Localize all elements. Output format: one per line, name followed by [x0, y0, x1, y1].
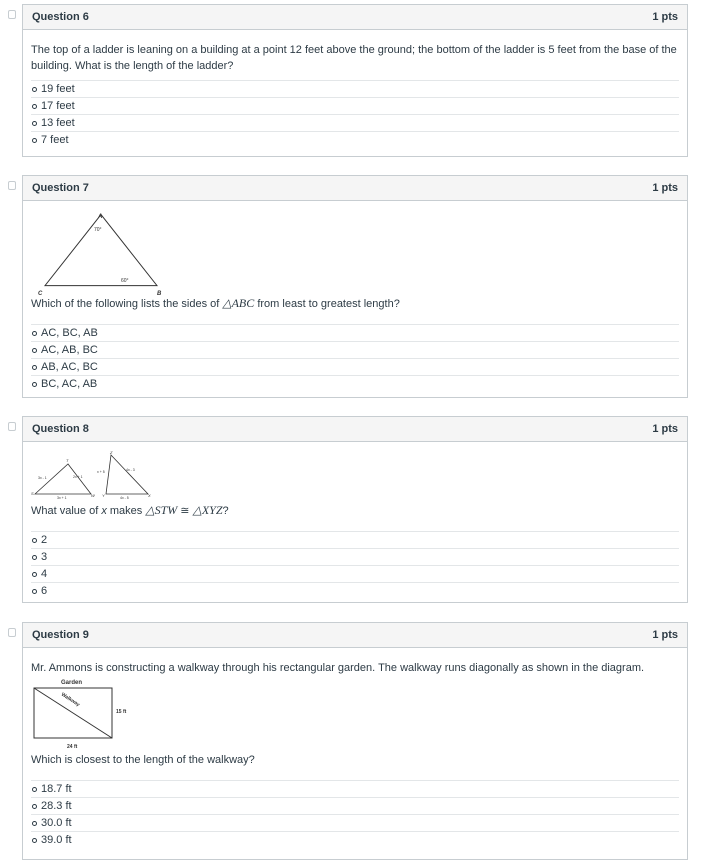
answer-option[interactable] [31, 814, 679, 831]
answer-label: 7 feet [41, 134, 69, 146]
answer-label: 13 feet [41, 117, 75, 129]
flag-question-icon[interactable] [8, 181, 16, 190]
radio-button[interactable] [32, 572, 37, 577]
angle-a-label: 70° [94, 227, 102, 233]
answer-label: AC, BC, AB [41, 327, 98, 339]
triangle-abc-figure [31, 209, 171, 297]
answer-label: AB, AC, BC [41, 361, 98, 373]
question-header [23, 5, 687, 30]
radio-button[interactable] [32, 538, 37, 543]
vertex-s-label: S [31, 491, 34, 496]
question-text-part: Which of the following lists the sides of [31, 298, 223, 310]
side-label: 3x + 1 [57, 496, 67, 500]
vertex-w-label: W [91, 493, 95, 498]
radio-button[interactable] [32, 331, 37, 336]
answer-option[interactable] [31, 797, 679, 814]
side-label: 2x + 1 [73, 475, 83, 479]
vertex-c-label: C [38, 291, 43, 297]
side-label: 4x - 5 [120, 496, 129, 500]
width-label: 24 ft [67, 744, 78, 750]
answer-label: 2 [41, 534, 48, 546]
answer-option[interactable] [31, 324, 679, 341]
question-text: The top of a ladder is leaning on a building at a point 12 feet above the ground; the bottom of the ladder is 5 feet from the base of the building. What is the length of the ladder? [31, 44, 677, 72]
answer-option[interactable] [31, 582, 679, 599]
radio-button[interactable] [32, 838, 37, 843]
question-text: Which is closest to the length of the walkway? [31, 754, 255, 766]
flag-question-icon[interactable] [8, 628, 16, 637]
answer-option[interactable] [31, 548, 679, 565]
question-text-part: from least to greatest length? [254, 298, 400, 310]
question-text [31, 502, 679, 519]
question-header [23, 417, 687, 442]
answer-option[interactable] [31, 780, 679, 797]
height-label: 15 ft [116, 709, 127, 715]
radio-button[interactable] [32, 104, 37, 109]
flag-question-icon[interactable] [8, 10, 16, 19]
vertex-x-label: X [148, 493, 151, 498]
math-expression: △XYZ [192, 503, 223, 517]
question-text-part: ? [222, 505, 229, 517]
garden-walkway-figure [31, 678, 151, 750]
radio-button[interactable] [32, 138, 37, 143]
vertex-y-label: Y [102, 493, 105, 498]
answer-option[interactable] [31, 358, 679, 375]
answer-label: 4 [41, 568, 48, 580]
question-title: Question 7 [32, 182, 89, 194]
radio-button[interactable] [32, 87, 37, 92]
congruent-symbol: ≅ [177, 505, 193, 517]
radio-button[interactable] [32, 382, 37, 387]
flag-question-icon[interactable] [8, 422, 16, 431]
garden-label: Garden [61, 680, 83, 686]
question-text-part: What value of [31, 505, 102, 517]
answer-label: AC, AB, BC [41, 344, 98, 356]
math-expression: △ABC [222, 296, 255, 310]
question-text [31, 295, 679, 312]
answer-option[interactable] [31, 97, 679, 114]
answer-label: 3 [41, 551, 48, 563]
vertex-t-label: T [66, 458, 69, 463]
vertex-z-label: Z [110, 450, 113, 455]
side-label: 3x - 1 [38, 476, 47, 480]
radio-button[interactable] [32, 365, 37, 370]
answer-option[interactable] [31, 80, 679, 97]
radio-button[interactable] [32, 121, 37, 126]
answer-label: 28.3 ft [41, 800, 72, 812]
radio-button[interactable] [32, 589, 37, 594]
question-header [23, 176, 687, 201]
side-label: x + 5 [97, 470, 105, 474]
question-points: 1 pts [652, 11, 678, 23]
radio-button[interactable] [32, 348, 37, 353]
answer-list [31, 531, 679, 599]
question-card [22, 4, 688, 157]
answer-option[interactable] [31, 131, 679, 148]
question-title: Question 6 [32, 11, 89, 23]
question-text-part: makes [106, 505, 146, 517]
answer-option[interactable] [31, 831, 679, 848]
congruent-triangles-figure [31, 450, 161, 500]
radio-button[interactable] [32, 555, 37, 560]
question-text: Mr. Ammons is constructing a walkway through his rectangular garden. The walkway runs diagonally as shown in the diagram. [31, 662, 645, 674]
question-title: Question 8 [32, 423, 89, 435]
radio-button[interactable] [32, 804, 37, 809]
answer-label: 17 feet [41, 100, 75, 112]
vertex-b-label: B [157, 291, 162, 297]
answer-list [31, 780, 679, 848]
answer-list [31, 80, 679, 148]
variable-x: x [101, 505, 107, 517]
walkway-label: Walkway [59, 691, 81, 709]
question-header [23, 623, 687, 648]
answer-label: 6 [41, 585, 48, 597]
answer-list [31, 324, 679, 392]
triangle-abc-shape [45, 215, 157, 286]
question-card [22, 416, 688, 603]
answer-label: 19 feet [41, 83, 75, 95]
answer-option[interactable] [31, 114, 679, 131]
side-label: 4x - 3 [126, 468, 135, 472]
question-points: 1 pts [652, 629, 678, 641]
math-expression: △STW [145, 503, 178, 517]
radio-button[interactable] [32, 821, 37, 826]
answer-label: 39.0 ft [41, 834, 72, 846]
answer-option[interactable] [31, 565, 679, 582]
answer-label: BC, AC, AB [41, 378, 98, 390]
triangle-xyz-shape [106, 455, 148, 494]
answer-option[interactable] [31, 375, 679, 392]
answer-option[interactable] [31, 341, 679, 358]
question-points: 1 pts [652, 182, 678, 194]
angle-b-label: 60° [121, 278, 129, 284]
answer-label: 30.0 ft [41, 817, 72, 829]
question-card [22, 622, 688, 860]
vertex-a-label: A [98, 214, 103, 220]
walkway-diagonal [34, 688, 112, 738]
question-points: 1 pts [652, 423, 678, 435]
answer-label: 18.7 ft [41, 783, 72, 795]
answer-option[interactable] [31, 531, 679, 548]
question-card [22, 175, 688, 398]
question-title: Question 9 [32, 629, 89, 641]
radio-button[interactable] [32, 787, 37, 792]
